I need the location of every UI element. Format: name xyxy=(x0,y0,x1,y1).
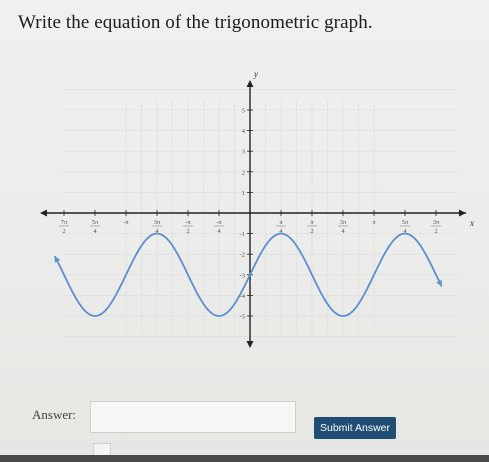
answer-label: Answer: xyxy=(32,407,77,422)
y-tick-label: -5 xyxy=(239,313,245,321)
axes xyxy=(40,69,474,348)
y-tick-labels xyxy=(240,108,253,321)
y-tick-label: -3 xyxy=(239,272,245,280)
x-tick-label-denominator: 4 xyxy=(403,228,407,235)
x-tick-label-numerator: -π xyxy=(123,219,129,226)
y-tick-label: 2 xyxy=(241,169,245,177)
x-axis-arrow-left xyxy=(40,210,47,217)
graph-canvas xyxy=(0,60,489,360)
x-axis-label: x xyxy=(470,218,474,228)
x-tick-label-denominator: 2 xyxy=(186,228,190,235)
x-tick-label-denominator: 4 xyxy=(93,228,97,235)
x-tick-label-denominator: 4 xyxy=(341,228,345,235)
trig-graph xyxy=(0,60,489,360)
answer-input[interactable] xyxy=(90,401,296,433)
y-tick-label: 5 xyxy=(241,107,245,115)
x-tick-label-numerator: 3π xyxy=(153,219,161,226)
y-axis-arrow-down xyxy=(247,341,254,348)
x-tick-label-numerator: 5π xyxy=(91,219,99,226)
y-axis-label: y xyxy=(254,69,258,79)
x-tick-label-numerator: 3π xyxy=(339,219,347,226)
x-tick-label-denominator: 2 xyxy=(310,228,314,235)
y-tick-label: 4 xyxy=(241,128,245,136)
x-tick-label-denominator: 4 xyxy=(217,228,221,235)
submit-answer-button[interactable]: Submit Answer xyxy=(314,417,396,439)
x-tick-label-denominator: 4 xyxy=(155,228,159,235)
y-tick-label: 1 xyxy=(241,189,245,197)
y-axis-arrow-up xyxy=(247,80,254,87)
x-tick-label-numerator: -π xyxy=(216,219,222,226)
y-tick-label: 3 xyxy=(241,148,245,156)
x-tick-label-numerator: π xyxy=(279,219,283,226)
x-tick-label-denominator: 2 xyxy=(62,228,66,235)
x-tick-label-numerator: 7π xyxy=(60,219,68,226)
question-text: Write the equation of the trigonometric graph. xyxy=(18,12,373,33)
y-tick-label: -1 xyxy=(239,231,245,239)
y-tick-label: -2 xyxy=(239,251,245,259)
bottom-toolbar xyxy=(0,455,489,462)
y-tick-label: -4 xyxy=(239,292,245,300)
x-tick-label-numerator: 5π xyxy=(401,219,409,226)
x-tick-label-numerator: -π xyxy=(185,219,191,226)
x-tick-label-numerator: π xyxy=(372,219,376,226)
x-axis-arrow-right xyxy=(459,210,466,217)
x-tick-label-denominator: 4 xyxy=(279,228,283,235)
answer-row xyxy=(0,395,489,455)
x-tick-label-denominator: 2 xyxy=(434,228,438,235)
x-tick-label-numerator: 3π xyxy=(432,219,440,226)
x-tick-label-numerator: π xyxy=(310,219,314,226)
